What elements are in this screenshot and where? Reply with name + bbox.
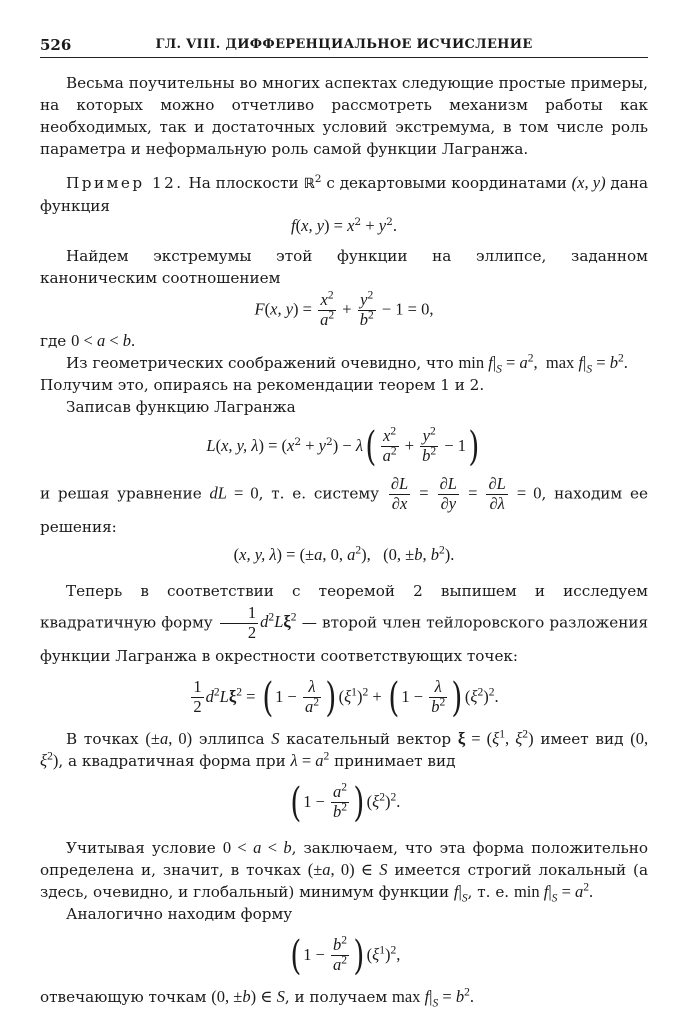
- page-header: [40, 36, 648, 58]
- paragraph-minimum: Учитывая условие 0 < a < b, заключаем, что эта форма положительно определена и, значит, в точках (±a, 0) ∈ S имеется строгий локальный (а здесь, очевидно, и глобальный) минимум функции $f|_S$, т. е. $\min f|_S = a^2$.: [40, 837, 649, 905]
- paragraph-geometry: Из геометрических соображений очевидно, что $\min f|_S = a^2$, $\max f|_S = b^2$.: [66, 352, 628, 376]
- paragraph-quadratic-form: Теперь в соответствии с теоремой 2 выпишем и исследуем квадратичную форму $\frac{1}{2}$ $d^2L\xi^2$ — второй член тейлоровского разложения функции Лагранжа в окрестности соответствующих точек:: [40, 581, 649, 665]
- paragraph-theorems: Получим это, опираясь на рекомендации теорем 1 и 2.: [40, 375, 485, 394]
- paragraph-tangent-vector: В точках (±a, 0) эллипса S касательный вектор $\xi = (\xi^1$, $\xi^2$) имеет вид (0, $\xi^2$), а квадратичная форма при $\lambda = a^2$ принимает вид: [40, 728, 649, 770]
- paragraph-maximum: отвечающую точкам (0, ±b) ∈ S, и получаем $\max f|_S = b^2$.: [40, 986, 474, 1009]
- page-number: 526: [40, 36, 72, 54]
- equation-f: f(x, $y) = x^2 + y^2$.: [291, 214, 397, 235]
- equation-form-a: ( 1 − $\frac{a^2}{b^2}$ ) $(\xi^2)^2$.: [289, 779, 401, 826]
- example-label: Пример 12.: [66, 174, 184, 192]
- header-rule: [40, 57, 648, 58]
- equation-solutions: (x, y, λ) = (±a, 0, $a^2$), (0, ±b, $b^2$).: [233, 544, 455, 564]
- paragraph-ellipse: Найдем экстремумы этой функции на эллипсе, заданном каноническим соотношением: [40, 247, 648, 287]
- paragraph-similarly: Аналогично находим форму: [66, 904, 293, 923]
- page-body: [40, 72, 648, 1008]
- running-head: ГЛ. VIII. ДИФФЕРЕНЦИАЛЬНОЕ ИСЧИСЛЕНИЕ: [155, 37, 533, 52]
- paragraph-system: и решая уравнение dL = 0, т. е. систему $\frac{\partial L}{\partial x}$ = $\frac{\partial L}{\partial y}$ = $\frac{\partial L}{\partial\lambda}$ = 0, находим ее решения:: [40, 473, 648, 536]
- equation-form-b: ( 1 − $\frac{b^2}{a^2}$ ) $(\xi^1)^2$,: [289, 932, 401, 979]
- paragraph-lagrange: Записав функцию Лагранжа: [66, 397, 296, 416]
- paragraph-intro: Весьма поучительны во многих аспектах следующие простые примеры, на которых можно отчетливо рассмотреть механизм работы как необходимых, так и достаточных условий экстремума, в том числе роль параметра и неформальную роль самой функции Лагранжа.: [40, 74, 648, 158]
- equation-second-differential: $\frac{1}{2}$ $d^2L\xi^2$ = ( 1 − $\frac{\lambda}{a^2}$ ) $(\xi^1)^2$ + ( 1 − $\frac{\lambda}{b^2}$ ) $(\xi^2)^2$.: [193, 674, 499, 721]
- equation-lagrange: L(x, y, $\lambda) = (x^2 + y^2) - \lambda$( $\frac{x^2}{a^2}$ + $\frac{y^2}{b^2}$ − 1): [206, 423, 480, 470]
- condition-line: где 0 < a < b.: [40, 330, 136, 350]
- equation-F: F(x, y) = $\frac{x^2}{a^2}$ + $\frac{y^2}{b^2}$ − 1 = 0,: [254, 289, 434, 329]
- paragraph-example-12: Пример 12. На плоскости ℝ$^2$ с декартовыми координатами (x, y) дана функция: [40, 171, 649, 215]
